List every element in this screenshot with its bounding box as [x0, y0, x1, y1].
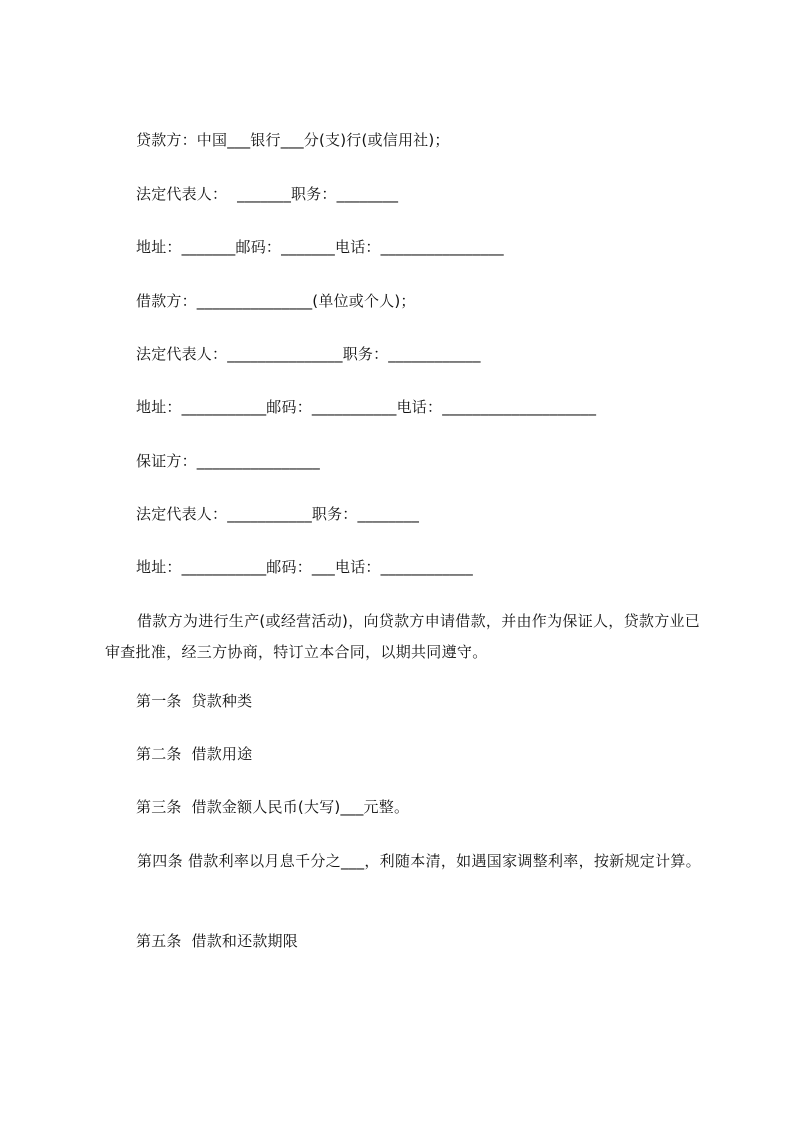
borrower-line: 借款方：_______________(单位或个人)；	[136, 292, 416, 310]
borrower-representative-line: 法定代表人：_______________职务：____________	[136, 345, 481, 363]
article-5-heading: 第五条 借款和还款期限	[136, 932, 298, 950]
guarantor-address-line: 地址：___________邮码：___电话：____________	[136, 558, 474, 576]
lender-address-line: 地址：_______邮码：_______电话：________________	[136, 238, 504, 256]
guarantor-representative-line: 法定代表人：___________职务：________	[136, 505, 420, 523]
article-1-heading: 第一条 贷款种类	[136, 692, 253, 710]
article-2-heading: 第二条 借款用途	[136, 745, 253, 763]
guarantor-line: 保证方：________________	[136, 452, 321, 470]
preamble-paragraph: 借款方为进行生产(或经营活动)，向贷款方申请借款，并由作为保证人，贷款方业已审查批准，经三方协商，特订立本合同，以期共同遵守。	[105, 612, 701, 661]
lender-line: 贷款方：中国___银行___分(支)行(或信用社)；	[136, 131, 450, 149]
lender-representative-line: 法定代表人： _______职务：________	[136, 185, 399, 203]
article-4-paragraph: 第四条 借款利率以月息千分之___，利随本清，如遇国家调整利率，按新规定计算。	[137, 852, 701, 870]
article-3-heading: 第三条 借款金额人民币(大写)___元整。	[136, 798, 410, 816]
borrower-address-line: 地址：___________邮码：___________电话：____________________	[136, 398, 597, 416]
